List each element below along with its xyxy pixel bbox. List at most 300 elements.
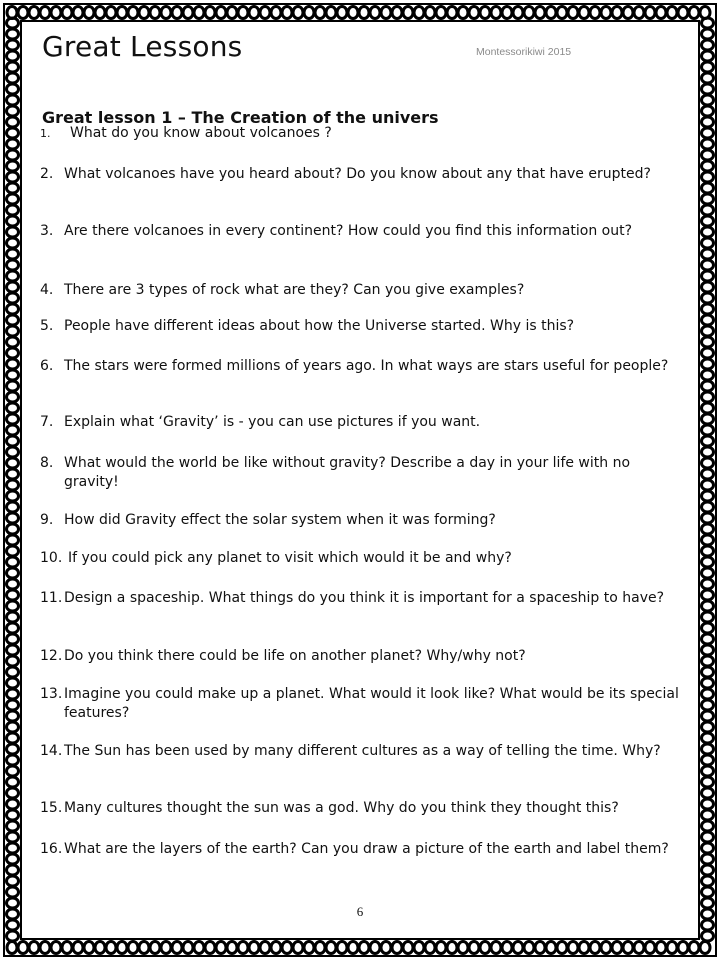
- border-loop: [702, 326, 714, 336]
- question-text: There are 3 types of rock what are they? Can you give examples?: [64, 282, 525, 298]
- border-loop: [194, 7, 204, 19]
- border-loop: [524, 7, 534, 19]
- border-loop: [634, 942, 644, 954]
- border-loop: [702, 370, 714, 380]
- border-loop: [7, 678, 19, 688]
- border-loop: [524, 942, 534, 954]
- border-loop: [469, 942, 479, 954]
- page-title: Great Lessons: [42, 30, 243, 63]
- border-loop: [702, 293, 714, 303]
- border-loop: [7, 711, 19, 721]
- border-loop: [502, 7, 512, 19]
- border-loop: [315, 7, 325, 19]
- border-loop: [458, 942, 468, 954]
- border-loop: [702, 590, 714, 600]
- question-text: Design a spaceship. What things do you think it is important for a spaceship to have?: [64, 590, 665, 606]
- border-loop: [7, 513, 19, 523]
- border-loop: [702, 403, 714, 413]
- border-loop: [7, 128, 19, 138]
- border-loop: [678, 942, 688, 954]
- question-number: 10.: [40, 550, 63, 566]
- border-loop: [702, 931, 714, 941]
- question-item: [40, 454, 680, 492]
- question-item: [40, 124, 680, 143]
- border-loop: [425, 942, 435, 954]
- border-loop: [370, 7, 380, 19]
- border-loop: [282, 7, 292, 19]
- border-loop: [381, 942, 391, 954]
- border-loop: [702, 623, 714, 633]
- border-loop: [7, 733, 19, 743]
- border-loop: [348, 7, 358, 19]
- border-loop: [139, 942, 149, 954]
- border-loop: [7, 425, 19, 435]
- border-loop: [7, 150, 19, 160]
- border-loop: [702, 612, 714, 622]
- border-loop: [702, 227, 714, 237]
- border-loop: [7, 414, 19, 424]
- border-loop: [304, 7, 314, 19]
- border-loop: [702, 425, 714, 435]
- border-loop: [7, 29, 19, 39]
- question-number: 4.: [40, 282, 54, 298]
- border-loop: [702, 447, 714, 457]
- question-item: [40, 222, 680, 241]
- border-loop: [7, 876, 19, 886]
- border-loop: [667, 7, 677, 19]
- border-loop: [702, 722, 714, 732]
- border-loop: [702, 106, 714, 116]
- border-loop: [689, 942, 699, 954]
- border-loop: [702, 128, 714, 138]
- question-item: [40, 840, 680, 859]
- border-loop: [337, 942, 347, 954]
- question-text: What are the layers of the earth? Can you draw a picture of the earth and label them?: [64, 841, 669, 857]
- border-loop: [702, 711, 714, 721]
- border-loop: [702, 337, 714, 347]
- border-loop: [702, 271, 714, 281]
- border-loop: [702, 821, 714, 831]
- border-loop: [51, 942, 61, 954]
- border-loop: [7, 931, 19, 941]
- border-loop: [7, 920, 19, 930]
- border-loop: [381, 7, 391, 19]
- border-loop: [702, 810, 714, 820]
- border-loop: [40, 942, 50, 954]
- question-text: The stars were formed millions of years ago. In what ways are stars useful for people?: [64, 358, 669, 374]
- border-loop: [84, 942, 94, 954]
- border-loop: [700, 942, 710, 954]
- border-loop: [702, 84, 714, 94]
- border-loop: [702, 689, 714, 699]
- border-loop: [447, 942, 457, 954]
- border-loop: [667, 942, 677, 954]
- border-loop: [469, 7, 479, 19]
- border-loop: [7, 359, 19, 369]
- border-loop: [359, 942, 369, 954]
- border-loop: [702, 29, 714, 39]
- border-loop: [502, 942, 512, 954]
- question-item: [40, 511, 680, 530]
- border-loop: [7, 172, 19, 182]
- border-loop: [702, 491, 714, 501]
- border-loop: [702, 777, 714, 787]
- border-loop: [7, 315, 19, 325]
- border-loop: [172, 942, 182, 954]
- border-loop: [161, 942, 171, 954]
- border-loop: [702, 18, 714, 28]
- border-loop: [7, 502, 19, 512]
- border-loop: [689, 7, 699, 19]
- question-item: [40, 799, 680, 818]
- border-loop: [205, 7, 215, 19]
- border-loop: [612, 942, 622, 954]
- border-loop: [702, 392, 714, 402]
- question-item: [40, 165, 680, 184]
- question-text: What do you know about volcanoes ?: [70, 125, 332, 141]
- border-loop: [29, 942, 39, 954]
- question-number: 12.: [40, 648, 63, 664]
- border-loop: [348, 942, 358, 954]
- border-loop: [601, 942, 611, 954]
- border-loop: [7, 645, 19, 655]
- border-loop: [7, 403, 19, 413]
- border-loop: [84, 7, 94, 19]
- border-loop: [546, 7, 556, 19]
- border-loop: [702, 568, 714, 578]
- border-loop: [702, 139, 714, 149]
- border-loop: [579, 7, 589, 19]
- border-loop: [702, 744, 714, 754]
- border-loop: [293, 942, 303, 954]
- border-loop: [7, 469, 19, 479]
- border-loop: [702, 260, 714, 270]
- border-loop: [227, 942, 237, 954]
- border-loop: [7, 370, 19, 380]
- border-loop: [702, 172, 714, 182]
- border-loop: [535, 942, 545, 954]
- border-loop: [282, 942, 292, 954]
- border-loop: [702, 414, 714, 424]
- border-loop: [656, 942, 666, 954]
- question-text: People have different ideas about how the Universe started. Why is this?: [64, 318, 575, 334]
- border-loop: [702, 40, 714, 50]
- border-loop: [702, 469, 714, 479]
- page-number: 6: [356, 904, 364, 919]
- border-loop: [7, 832, 19, 842]
- border-loop: [568, 7, 578, 19]
- border-loop: [480, 7, 490, 19]
- border-loop: [590, 7, 600, 19]
- question-item: [40, 357, 680, 376]
- border-loop: [702, 348, 714, 358]
- border-loop: [702, 678, 714, 688]
- border-loop: [128, 942, 138, 954]
- border-loop: [7, 667, 19, 677]
- question-number: 8.: [40, 455, 54, 471]
- border-loop: [702, 656, 714, 666]
- border-loop: [7, 942, 17, 954]
- border-loop: [7, 73, 19, 83]
- border-loop: [702, 480, 714, 490]
- border-loop: [645, 7, 655, 19]
- border-loop: [7, 447, 19, 457]
- border-loop: [293, 7, 303, 19]
- border-loop: [7, 18, 19, 28]
- border-loop: [557, 7, 567, 19]
- border-loop: [702, 62, 714, 72]
- border-loop: [702, 117, 714, 127]
- border-loop: [7, 40, 19, 50]
- border-loop: [370, 942, 380, 954]
- border-loop: [216, 7, 226, 19]
- question-text: The Sun has been used by many different cultures as a way of telling the time. Why?: [64, 743, 661, 759]
- border-loop: [414, 7, 424, 19]
- border-loop: [7, 238, 19, 248]
- border-loop: [95, 942, 105, 954]
- border-loop: [7, 282, 19, 292]
- border-loop: [117, 7, 127, 19]
- border-loop: [702, 799, 714, 809]
- border-loop: [7, 865, 19, 875]
- border-loop: [702, 458, 714, 468]
- border-loop: [7, 227, 19, 237]
- border-loop: [304, 942, 314, 954]
- border-loop: [7, 601, 19, 611]
- border-loop: [702, 920, 714, 930]
- border-loop: [447, 7, 457, 19]
- question-text: Are there volcanoes in every continent? How could you find this information out?: [64, 223, 633, 239]
- question-item: [40, 647, 680, 666]
- border-loop: [702, 513, 714, 523]
- border-loop: [7, 139, 19, 149]
- border-loop: [150, 7, 160, 19]
- border-loop: [7, 458, 19, 468]
- border-loop: [702, 524, 714, 534]
- border-loop: [656, 7, 666, 19]
- border-loop: [7, 326, 19, 336]
- border-loop: [7, 799, 19, 809]
- border-loop: [260, 7, 270, 19]
- question-item: [40, 281, 680, 300]
- border-loop: [702, 766, 714, 776]
- border-loop: [106, 7, 116, 19]
- border-loop: [702, 161, 714, 171]
- question-text: How did Gravity effect the solar system when it was forming?: [64, 512, 496, 528]
- border-loop: [7, 62, 19, 72]
- border-loop: [546, 942, 556, 954]
- border-loop: [7, 348, 19, 358]
- border-loop: [702, 205, 714, 215]
- question-number: 2.: [40, 166, 54, 182]
- border-loop: [117, 942, 127, 954]
- border-loop: [40, 7, 50, 19]
- border-loop: [612, 7, 622, 19]
- border-loop: [7, 755, 19, 765]
- border-loop: [18, 7, 28, 19]
- border-loop: [568, 942, 578, 954]
- border-loop: [205, 942, 215, 954]
- border-loop: [513, 942, 523, 954]
- border-loop: [702, 216, 714, 226]
- border-loop: [238, 942, 248, 954]
- border-loop: [73, 7, 83, 19]
- border-loop: [702, 579, 714, 589]
- border-loop: [7, 590, 19, 600]
- question-text: If you could pick any planet to visit which would it be and why?: [68, 550, 512, 566]
- border-loop: [403, 7, 413, 19]
- border-loop: [7, 106, 19, 116]
- question-number: 16.: [40, 841, 63, 857]
- border-loop: [51, 7, 61, 19]
- question-text: What would the world be like without gravity? Describe a day in your life with no gravity!: [64, 455, 631, 490]
- border-loop: [7, 480, 19, 490]
- border-loop: [414, 942, 424, 954]
- border-loop: [702, 150, 714, 160]
- border-loop: [7, 436, 19, 446]
- border-loop: [128, 7, 138, 19]
- border-loop: [702, 876, 714, 886]
- border-loop: [702, 788, 714, 798]
- border-loop: [702, 557, 714, 567]
- border-loop: [271, 942, 281, 954]
- border-loop: [7, 51, 19, 61]
- border-loop: [702, 95, 714, 105]
- border-loop: [7, 161, 19, 171]
- border-loop: [7, 205, 19, 215]
- border-loop: [458, 7, 468, 19]
- question-item: [40, 549, 680, 568]
- border-loop: [702, 645, 714, 655]
- question-text: Imagine you could make up a planet. What would it look like? What would be its special features?: [64, 686, 679, 721]
- border-loop: [702, 282, 714, 292]
- border-loop: [7, 95, 19, 105]
- border-loop: [7, 777, 19, 787]
- border-loop: [7, 524, 19, 534]
- border-loop: [702, 887, 714, 897]
- question-item: [40, 685, 680, 723]
- border-loop: [623, 942, 633, 954]
- border-loop: [7, 887, 19, 897]
- question-number: 14.: [40, 743, 63, 759]
- border-loop: [7, 304, 19, 314]
- border-loop: [359, 7, 369, 19]
- border-loop: [337, 7, 347, 19]
- border-loop: [7, 271, 19, 281]
- border-loop: [7, 810, 19, 820]
- border-loop: [702, 304, 714, 314]
- border-loop: [491, 7, 501, 19]
- border-loop: [702, 359, 714, 369]
- question-number: 6.: [40, 358, 54, 374]
- question-item: [40, 413, 680, 432]
- border-loop: [150, 942, 160, 954]
- border-loop: [271, 7, 281, 19]
- border-loop: [702, 634, 714, 644]
- border-loop: [7, 843, 19, 853]
- border-loop: [702, 315, 714, 325]
- border-loop: [702, 601, 714, 611]
- question-number: 5.: [40, 318, 54, 334]
- border-loop: [172, 7, 182, 19]
- border-loop: [7, 612, 19, 622]
- border-loop: [7, 634, 19, 644]
- question-text: What volcanoes have you heard about? Do you know about any that have erupted?: [64, 166, 651, 182]
- border-loop: [702, 700, 714, 710]
- border-loop: [7, 546, 19, 556]
- border-loop: [161, 7, 171, 19]
- question-text: Many cultures thought the sun was a god. Why do you think they thought this?: [64, 800, 619, 816]
- question-number: 1.: [40, 127, 51, 140]
- border-loop: [7, 821, 19, 831]
- border-loop: [7, 744, 19, 754]
- border-loop: [7, 579, 19, 589]
- border-loop: [7, 491, 19, 501]
- border-loop: [7, 623, 19, 633]
- border-loop: [702, 854, 714, 864]
- question-item: [40, 742, 680, 761]
- border-loop: [702, 546, 714, 556]
- border-loop: [7, 117, 19, 127]
- border-loop: [260, 942, 270, 954]
- border-loop: [702, 249, 714, 259]
- border-loop: [73, 942, 83, 954]
- border-loop: [326, 942, 336, 954]
- border-loop: [678, 7, 688, 19]
- border-loop: [7, 557, 19, 567]
- border-loop: [62, 7, 72, 19]
- question-number: 9.: [40, 512, 54, 528]
- border-loop: [249, 7, 259, 19]
- border-loop: [702, 755, 714, 765]
- border-loop: [623, 7, 633, 19]
- question-item: [40, 589, 680, 608]
- border-loop: [590, 942, 600, 954]
- border-loop: [7, 689, 19, 699]
- border-loop: [425, 7, 435, 19]
- border-loop: [403, 942, 413, 954]
- border-loop: [7, 216, 19, 226]
- border-loop: [238, 7, 248, 19]
- border-loop: [183, 942, 193, 954]
- border-loop: [392, 7, 402, 19]
- border-loop: [7, 392, 19, 402]
- border-loop: [18, 942, 28, 954]
- border-loop: [7, 249, 19, 259]
- question-item: [40, 317, 680, 336]
- border-loop: [194, 942, 204, 954]
- border-loop: [62, 942, 72, 954]
- border-loop: [491, 942, 501, 954]
- border-loop: [557, 942, 567, 954]
- border-loop: [702, 843, 714, 853]
- question-number: 13.: [40, 686, 63, 702]
- border-loop: [702, 73, 714, 83]
- lesson-heading: Great lesson 1 – The Creation of the univers: [42, 108, 439, 127]
- border-loop: [702, 436, 714, 446]
- border-loop: [436, 7, 446, 19]
- border-loop: [315, 942, 325, 954]
- credit-text: Montessorikiwi 2015: [476, 46, 572, 58]
- border-loop: [95, 7, 105, 19]
- border-loop: [634, 7, 644, 19]
- border-loop: [7, 381, 19, 391]
- border-loop: [480, 942, 490, 954]
- border-loop: [702, 238, 714, 248]
- question-text: Do you think there could be life on another planet? Why/why not?: [64, 648, 526, 664]
- border-loop: [29, 7, 39, 19]
- border-loop: [7, 194, 19, 204]
